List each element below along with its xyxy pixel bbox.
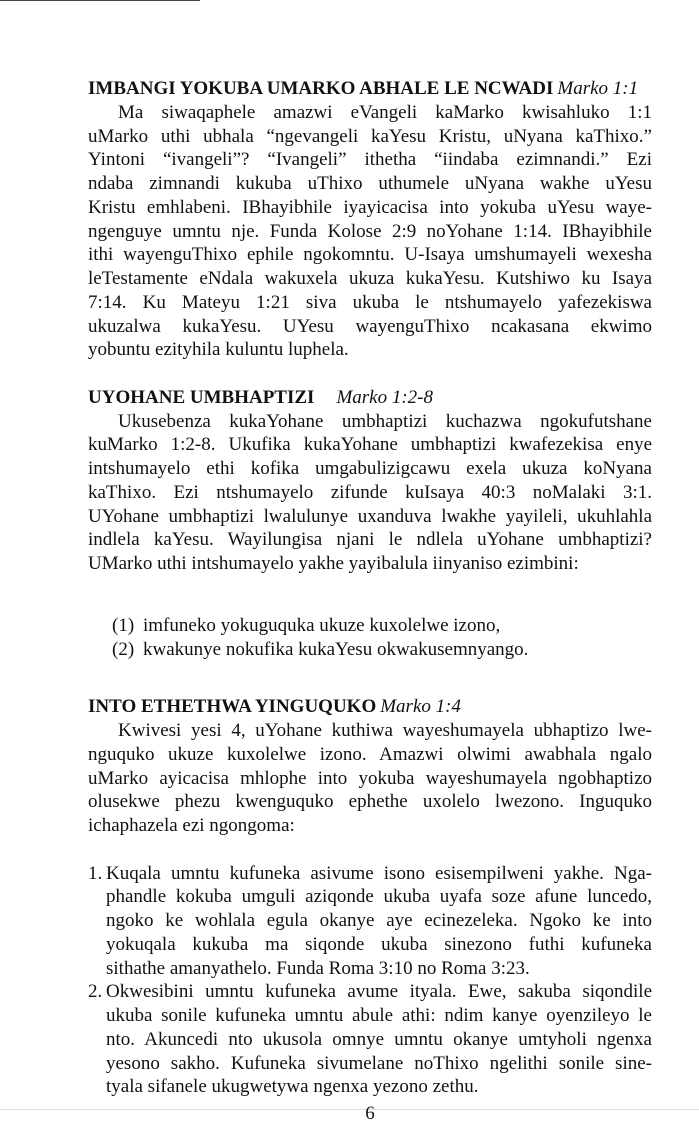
text-line: 7:14. Ku Mateyu 1:21 siva ukuba le ntshumayelo yafezekiswa <box>88 291 652 313</box>
text-line: Kuqala umntu kufuneka asivume isono esisempilweni yakhe. Nga- <box>106 862 652 884</box>
list-body <box>106 980 652 1099</box>
text-line: Kwivesi yesi 4, uYohane kuthiwa wayeshumayela ubhaptizo lwe- <box>118 720 652 741</box>
page-number: 6 <box>365 1103 375 1124</box>
list-item <box>88 614 652 638</box>
heading-title: INTO ETHETHWA YINGUQUKO <box>88 696 377 718</box>
list-number: 2. <box>88 981 103 1003</box>
text-line: ndaba zimnandi kukuba uThixo uthumele uNyana wakhe uYesu <box>88 173 652 194</box>
heading-reference: Marko 1:4 <box>380 696 461 718</box>
text-line: Kristu emhlabeni. IBhayibhile iyayicacisa into yokuba uYesu waye- <box>88 196 652 218</box>
list-item <box>88 980 652 1099</box>
paragraph <box>88 719 652 838</box>
text-line: tyala sifanele ukugwetywa ngenxa yezono zethu. <box>106 1076 479 1098</box>
list-text: imfuneko yokuguquka ukuze kuxolelwe izono, <box>143 614 501 636</box>
text-line: ukuba sonile kufuneka umntu abule athi: ndim kanye oyenzileyo le <box>106 1005 652 1026</box>
text-line: ngoko ke wohlala egula okanye aye ecinezeleka. Ngoko ke into <box>106 910 652 931</box>
heading-title: UYOHANE UMBHAPTIZI <box>88 386 315 408</box>
text-line: ukuzalwa kukaYesu. UYesu wayenguThixo ncakasana ekwimo <box>88 315 652 337</box>
text-line: olusekwe phezu kwenguquko ephethe uxolelo lwezono. Inguquko <box>88 791 652 813</box>
heading-reference: Marko 1:1 <box>557 78 639 99</box>
text-line: intshumayelo ethi kofika umgabulizigcawu exela ukuza koNyana <box>88 458 652 479</box>
text-line: nguquko ukuze kuxolelwe izono. Amazwi olwimi awabhala ngalo <box>88 743 652 765</box>
text-line: yesono sakho. Kufuneka sivumelane noThixo ngelithi sonile sine- <box>106 1052 652 1074</box>
list-item <box>88 862 652 981</box>
text-line: ichaphazela ezi ngongoma: <box>88 815 295 836</box>
list-number: 1. <box>88 862 103 884</box>
text-line: Yintoni “ivangeli”? “Ivangeli” ithetha “iindaba ezimnandi.” Ezi <box>88 149 652 171</box>
text-line: kuMarko 1:2-8. Ukufika kukaYohane umbhaptizi kwafezekisa enye <box>88 434 652 456</box>
text-line: Ukusebenza kukaYohane umbhaptizi kuchazwa ngokufutshane <box>118 410 652 432</box>
text-line: yokuqala kukuba ma siqonde ukuba sinezono futhi kufuneka <box>106 933 652 955</box>
section-heading <box>88 386 652 410</box>
text-line: Ma siwaqaphele amazwi eVangeli kaMarko kwisahluko 1:1 <box>118 101 652 123</box>
text-line: ngenguye umntu nje. Funda Kolose 2:9 noYohane 1:14. IBhayibhile <box>88 220 652 242</box>
paragraph <box>88 410 652 576</box>
scan-edge-line <box>0 0 200 1</box>
paragraph <box>88 101 652 362</box>
text-line: leTestamente eNdala wakuxela ukuza kukaYesu. Kutshiwo ku Isaya <box>88 268 652 289</box>
section-heading <box>88 77 652 101</box>
list-number: (1) <box>112 614 135 636</box>
list-item <box>88 638 652 662</box>
list-body <box>106 862 652 981</box>
text-line: indlela kaYesu. Wayilungisa njani le ndlela uYohane umbhaptizi? <box>88 529 652 551</box>
section-heading <box>88 695 652 719</box>
text-line: uMarko ayicacisa mhlophe into yokuba wayeshumayela ngobhaptizo <box>88 767 652 789</box>
text-line: ithi wayenguThixo ephile ngokomntu. U-Isaya umshumayeli wexesha <box>88 244 652 266</box>
text-line: nto. Akuncedi nto ukusola omnye umntu okanye umtyholi ngenxa <box>106 1028 652 1050</box>
document-page <box>88 77 652 1126</box>
text-line: phandle kokuba umguli aziqonde ukuba uyafa soze afune luncedo, <box>106 886 652 908</box>
text-line: sithathe amanyathelo. Funda Roma 3:10 no Roma 3:23. <box>106 957 530 979</box>
heading-reference: Marko 1:2-8 <box>336 386 433 408</box>
text-line: Okwesibini umntu kufuneka avume ityala. Ewe, sakuba siqondile <box>106 981 652 1003</box>
heading-title: IMBANGI YOKUBA UMARKO ABHALE LE NCWADI <box>88 78 554 99</box>
text-line: yobuntu ezityhila kuluntu luphela. <box>88 339 349 361</box>
list-number: (2) <box>112 638 135 660</box>
text-line: UMarko uthi intshumayelo yakhe yayibalula iinyaniso ezimbini: <box>88 553 579 574</box>
text-line: UYohane umbhaptizi lwalulunye uxanduva lwakhe yayileli, ukuhlahla <box>88 505 652 527</box>
text-line: kaThixo. Ezi ntshumayelo zifunde kuIsaya 40:3 noMalaki 3:1. <box>88 481 652 503</box>
text-line: uMarko uthi ubhala “ngevangeli kaYesu Kristu, uNyana kaThixo.” <box>88 125 652 147</box>
list-text: kwakunye nokufika kukaYesu okwakusemnyango. <box>143 638 529 660</box>
